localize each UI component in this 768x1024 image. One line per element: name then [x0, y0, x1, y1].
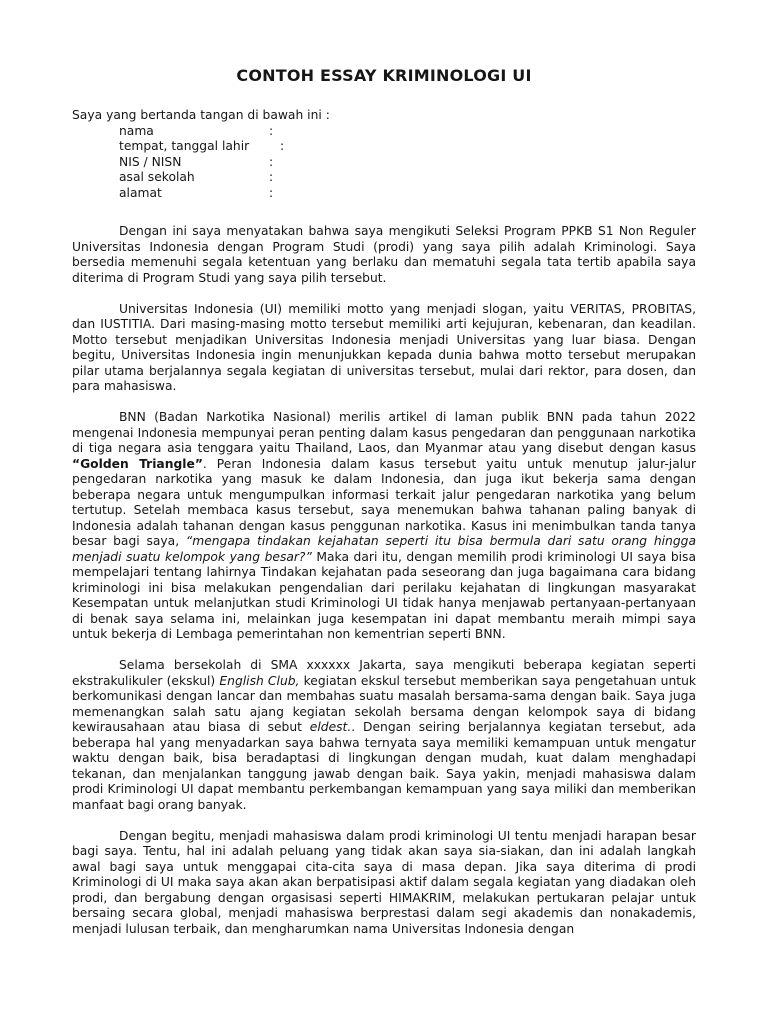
field-label: alamat	[119, 185, 162, 200]
paragraph-text: . Dengan seiring berjalannya kegiatan tersebut, ada beberapa hal yang menyadarkan saya bahwa ternyata saya memiliki kemampuan untuk mengatur waktu dengan baik, bisa beradaptasi di lingkungan dengan mudah, kuat dalam menghadapi tekanan, dan menjalankan tanggung jawab dengan baik. Saya yakin, menjadi mahasiswa dalam prodi Kriminologi UI dapat membantu perkembangan kemampuan yang saya miliki dan memberikan manfaat bagi orang banyak.	[72, 720, 696, 812]
field-colon: :	[269, 170, 274, 184]
field-colon: :	[269, 123, 274, 138]
paragraph-text: kegiatan ekskul tersebut memberikan saya pengetahuan untuk berkomunikasi dengan lancar dan membahas suatu masalah bersama-sama dengan baik. Saya juga memenangkan salah satu ajang kegiatan sekolah bersama dengan kelompok saya di bidang kewirausahaan atau biasa di sebut	[72, 673, 696, 734]
english-club-term: English Club,	[219, 673, 300, 688]
field-label: tempat, tanggal lahir	[119, 139, 250, 153]
field-row	[119, 170, 696, 186]
paragraph-bnn	[72, 410, 696, 643]
field-row	[119, 139, 696, 155]
field-label: asal sekolah	[119, 170, 195, 184]
paragraph-text: . Peran Indonesia dalam kasus tersebut yaitu untuk menutup jalur-jalur pengedaran narkotika yang masuk ke dalam Indonesia, dan juga ikut bekerja sama dengan beberapa negara untuk mengumpulkan informasi terkait jalur pengedaran narkotika yang belum tertutup. Setelah membaca kasus tersebut, saya menemukan bahwa tahanan paling banyak di Indonesia adalah tahanan dengan kasus penggunan narkotika. Kasus ini menimbulkan tanda tanya besar bagi saya,	[72, 456, 696, 548]
paragraph-declaration: Dengan ini saya menyatakan bahwa saya mengikuti Seleksi Program PPKB S1 Non Reguler Universitas Indonesia dengan Program Studi (prodi) yang saya pilih adalah Kriminologi. Saya bersedia memenuhi segala ketentuan yang berlaku dan mematuhi segala tata tertib apabila saya diterima di Program Studi yang saya pilih tersebut.	[72, 224, 696, 285]
document-page	[72, 66, 696, 953]
field-colon: :	[269, 185, 274, 200]
field-colon: :	[280, 139, 285, 153]
golden-triangle-term: “Golden Triangle”	[72, 456, 203, 471]
field-label: nama	[119, 123, 154, 138]
field-colon: :	[269, 154, 274, 169]
field-row	[119, 155, 696, 171]
field-row	[119, 124, 696, 140]
intro-line: Saya yang bertanda tangan di bawah ini :	[72, 108, 330, 122]
paragraph-closing: Dengan begitu, menjadi mahasiswa dalam prodi kriminologi UI tentu menjadi harapan besar bagi saya. Tentu, hal ini adalah peluang yang tidak akan saya sia-siakan, dan ini adalah langkah awal bagi saya untuk menggapai cita-cita saya di masa depan. Jika saya diterima di prodi Kriminologi di UI maka saya akan akan berpatisipasi aktif dalam segala kegiatan yang diadakan oleh prodi, dan bergabung dengan orgasisasi seperti HIMAKRIM, melakukan pertukaran pelajar untuk bersaing secara global, menjadi mahasiswa berprestasi dalam segi akademis dan nonakademis, menjadi lulusan terbaik, dan mengharumkan nama Universitas Indonesia dengan	[72, 828, 696, 936]
paragraph-ui-motto: Universitas Indonesia (UI) memiliki motto yang menjadi slogan, yaitu VERITAS, PROBITAS, dan IUSTITIA. Dari masing-masing motto tersebut memiliki arti kejujuran, kebenaran, dan keadilan. Motto tersebut menjadikan Universitas Indonesia menjadi Universitas yang luar biasa. Dengan begitu, Universitas Indonesia ingin menunjukkan kepada dunia bahwa motto tersebut merupakan pilar utama berjalannya segala kegiatan di universitas tersebut, mulai dari rektor, para dosen, dan para mahasiswa.	[72, 301, 696, 393]
document-title: CONTOH ESSAY KRIMINOLOGI UI	[236, 66, 532, 85]
paragraph-school-activities	[72, 658, 696, 813]
italic-question: “mengapa tindakan kejahatan seperti itu bisa bermula dari satu orang hingga menjadi suatu kelompok yang besar?”	[72, 534, 696, 564]
paragraph-text: Selama bersekolah di SMA xxxxxx Jakarta, saya mengikuti beberapa kegiatan seperti ekstrakulikuler (ekskul)	[72, 658, 696, 688]
identity-fields	[119, 124, 696, 202]
field-row	[119, 186, 696, 202]
paragraph-text: Maka dari itu, dengan memilih prodi kriminologi UI saya bisa mempelajari tentang lahirnya Tindakan kejahatan pada seseorang dan juga bagaimana cara bidang kriminologi ini bisa melakukan pengendalian dari perilaku kejahatan di lingkungan masyarakat Kesempatan untuk melanjutkan studi Kriminologi UI tidak hanya menjawab pertanyaan-pertanyaan di benak saya selama ini, melainkan juga kesempatan ini dapat membantu meraih mimpi saya untuk bekerja di Lembaga pemerintahan non kementrian seperti BNN.	[72, 549, 696, 641]
paragraph-text: BNN (Badan Narkotika Nasional) merilis artikel di laman publik BNN pada tahun 2022 mengenai Indonesia mempunyai peran penting dalam kasus pengedaran dan penggunaan narkotika di tiga negara asia tenggara yaitu Thailand, Laos, dan Myanmar atau yang disebut dengan kasus	[72, 410, 696, 455]
eldest-term: eldest.	[309, 720, 352, 734]
field-label: NIS / NISN	[119, 154, 182, 169]
